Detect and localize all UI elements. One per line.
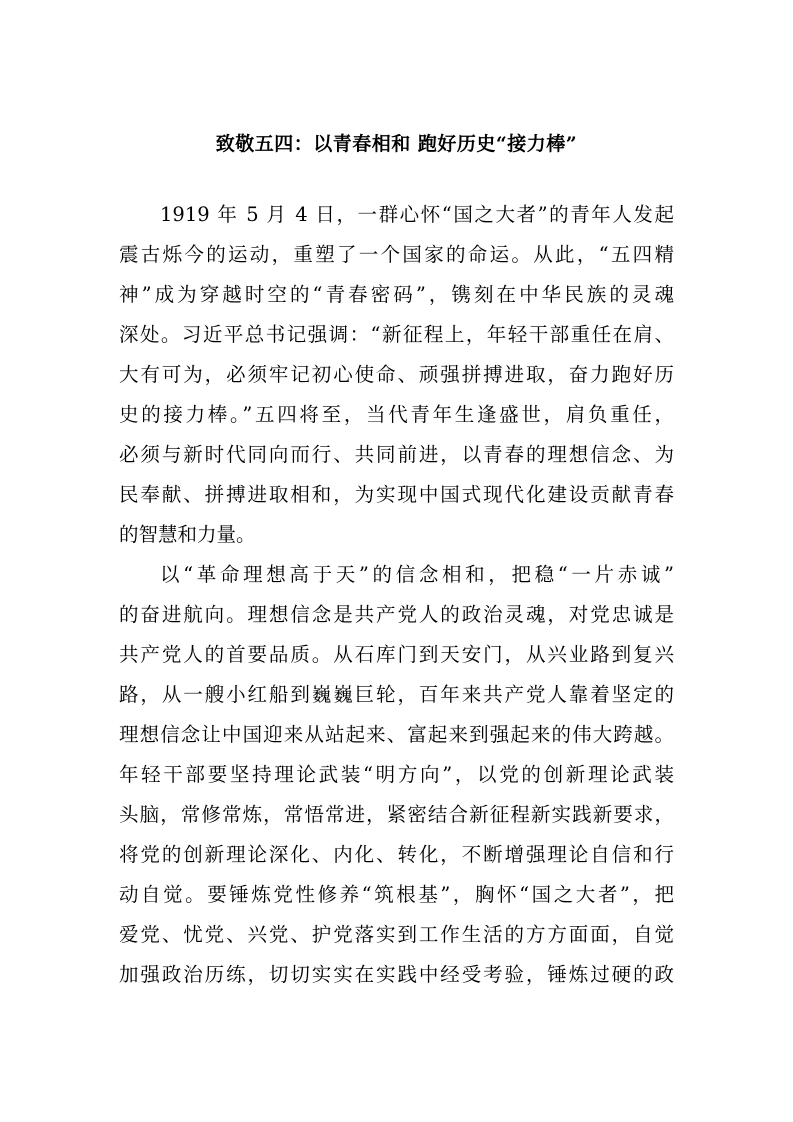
- text-line: 头脑，常修常炼，常悟常进，紧密结合新征程新实践新要求，: [119, 803, 674, 826]
- text-line: 爱党、忧党、兴党、护党落实到工作生活的方方面面，自觉: [119, 923, 674, 946]
- text-line: 动自觉。要锤炼党性修养“筑根基”，胸怀“国之大者”，把: [119, 883, 674, 906]
- text-line: 民奉献、拼搏进取相和，为实现中国式现代化建设贡献青春: [119, 483, 674, 506]
- text-line: 震古烁今的运动，重塑了一个国家的命运。从此，“五四精: [119, 243, 674, 266]
- text-line: 的奋进航向。理想信念是共产党人的政治灵魂，对党忠诚是: [119, 603, 674, 626]
- text-line: 史的接力棒。”五四将至，当代青年生逢盛世，肩负重任，: [119, 403, 674, 426]
- text-line: 神”成为穿越时空的“青春密码”，镌刻在中华民族的灵魂: [119, 283, 674, 306]
- text-line: 的智慧和力量。: [119, 523, 256, 546]
- text-line: 1919 年 5 月 4 日，一群心怀“国之大者”的青年人发起: [160, 203, 674, 226]
- text-line: 将党的创新理论深化、内化、转化，不断增强理论自信和行: [119, 843, 674, 866]
- text-line: 加强政治历练，切切实实在实践中经受考验，锤炼过硬的政: [119, 963, 674, 986]
- text-line: 必须与新时代同向而行、共同前进，以青春的理想信念、为: [119, 443, 674, 466]
- text-line: 深处。习近平总书记强调：“新征程上，年轻干部重任在肩、: [119, 323, 674, 346]
- text-line: 路，从一艘小红船到巍巍巨轮，百年来共产党人靠着坚定的: [119, 683, 674, 706]
- text-line: 共产党人的首要品质。从石库门到天安门，从兴业路到复兴: [119, 643, 674, 666]
- text-line: 理想信念让中国迎来从站起来、富起来到强起来的伟大跨越。: [119, 723, 674, 746]
- text-line: 以“革命理想高于天”的信念相和，把稳“一片赤诚”: [160, 563, 674, 586]
- text-line: 年轻干部要坚持理论武装“明方向”，以党的创新理论武装: [119, 763, 674, 786]
- text-line: 大有可为，必须牢记初心使命、顽强拼搏进取，奋力跑好历: [119, 363, 674, 386]
- document-title: 致敬五四：以青春相和 跑好历史“接力棒”: [215, 133, 578, 155]
